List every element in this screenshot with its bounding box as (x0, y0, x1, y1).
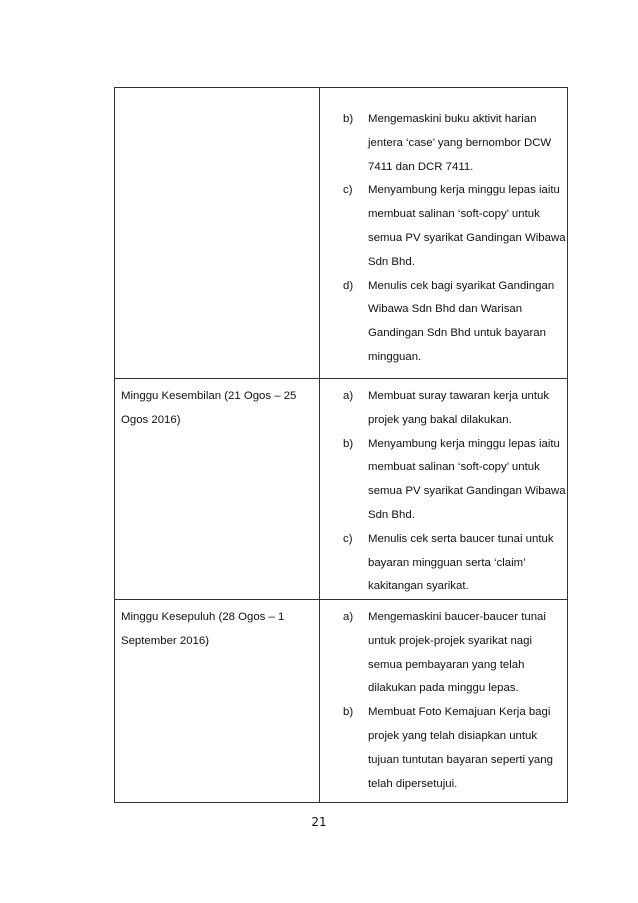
item-marker: b) (343, 706, 354, 719)
list-item (343, 385, 568, 433)
item-marker: b) (343, 113, 354, 125)
activity-list (343, 108, 568, 370)
item-text: Menyambung kerja minggu lepas iaitu membuat salinan ‘soft-copy’ untuk semua PV syarikat Gandingan Wibawa Sdn Bhd. (368, 437, 566, 521)
item-marker: a) (343, 390, 354, 402)
item-marker: b) (343, 437, 354, 450)
list-item (343, 179, 568, 274)
list-item (343, 275, 568, 370)
activity-table (114, 87, 568, 803)
item-text: Menulis cek bagi syarikat Gandingan Wibawa Sdn Bhd dan Warisan Gandingan Sdn Bhd untuk bayaran mingguan. (368, 279, 555, 363)
page-number: 21 (311, 815, 327, 829)
item-marker: c) (343, 532, 353, 545)
item-marker: c) (343, 184, 353, 197)
item-text: Membuat Foto Kemajuan Kerja bagi projek yang telah disiapkan untuk tujuan tuntutan bayaran seperti yang telah dipersetujui. (368, 706, 553, 790)
item-marker: d) (343, 279, 354, 292)
table-row (115, 88, 567, 378)
item-text: Menulis cek serta baucer tunai untuk bayaran mingguan serta ‘claim’ kakitangan syarikat. (368, 532, 554, 593)
table-row (115, 378, 567, 599)
list-item (343, 433, 568, 528)
week-period: Minggu Kesembilan (21 Ogos – 25 Ogos 2016) (121, 390, 297, 426)
activity-list (343, 385, 568, 599)
list-item (343, 701, 568, 796)
item-text: Mengemaskini baucer-baucer tunai untuk projek-projek syarikat nagi semua pembayaran yang telah dilakukan pada minggu lepas. (368, 611, 546, 695)
week-period: Minggu Kesepuluh (28 Ogos – 1 September 2016) (121, 611, 285, 647)
list-item (343, 528, 568, 599)
table-row (115, 599, 567, 804)
item-text: Mengemaskini buku aktivit harian jentera ‘case’ yang bernombor DCW 7411 dan DCR 7411. (368, 113, 552, 173)
list-item (343, 606, 568, 701)
list-item (343, 108, 568, 179)
item-text: Membuat suray tawaran kerja untuk projek yang bakal dilakukan. (368, 390, 550, 426)
item-marker: a) (343, 611, 354, 623)
item-text: Menyambung kerja minggu lepas iaitu membuat salinan ‘soft-copy’ untuk semua PV syarikat Gandingan Wibawa Sdn Bhd. (368, 184, 566, 268)
activity-list (343, 606, 568, 796)
